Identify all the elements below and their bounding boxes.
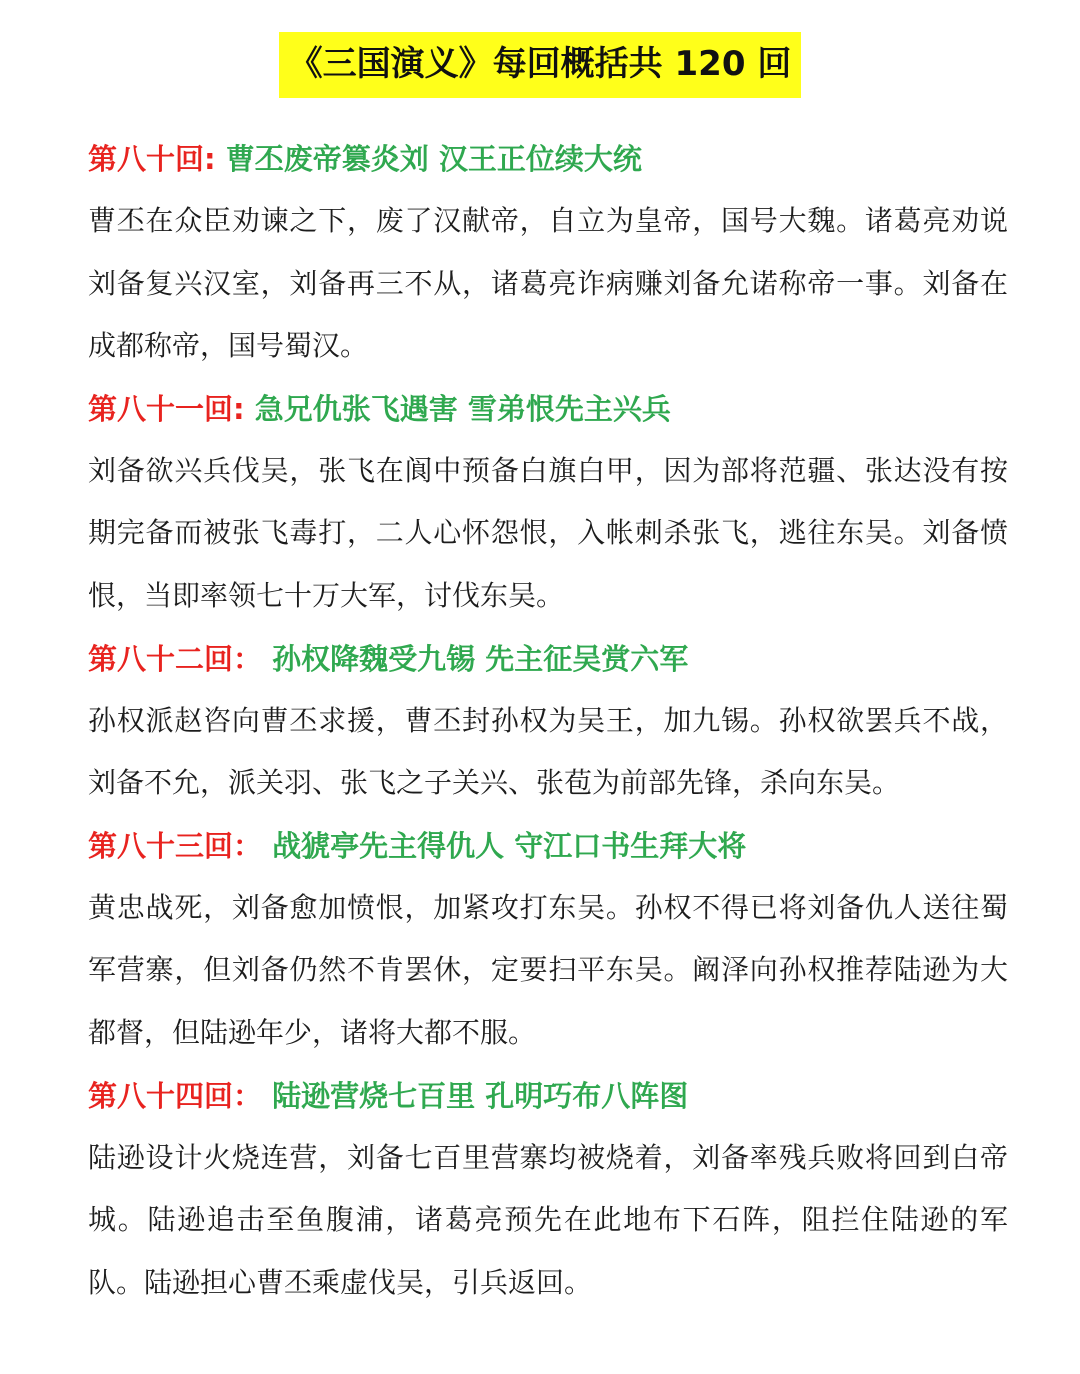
chapter-number: 第八十三回：	[88, 828, 263, 863]
chapter-heading	[88, 1065, 1008, 1127]
chapter-list	[88, 128, 1008, 1314]
chapter-heading	[88, 815, 1008, 877]
chapter-84	[88, 1065, 1008, 1315]
chapter-number: 第八十四回：	[88, 1078, 263, 1113]
chapter-summary: 刘备欲兴兵伐吴，张飞在阆中预备白旗白甲，因为部将范疆、张达没有按期完备而被张飞毒打，二人心怀怨恨，入帐刺杀张飞，逃往东吴。刘备愤恨，当即率领七十万大军，讨伐东吴。	[88, 453, 1008, 612]
page-title: 《三国演义》每回概括共 120 回	[279, 32, 802, 98]
chapter-number: 第八十二回：	[88, 641, 263, 676]
chapter-summary: 黄忠战死，刘备愈加愤恨，加紧攻打东吴。孙权不得已将刘备仇人送往蜀军营寨，但刘备仍然不肯罢休，定要扫平东吴。阚泽向孙权推荐陆逊为大都督，但陆逊年少，诸将大都不服。	[88, 890, 1008, 1049]
title-wrap	[0, 32, 1080, 98]
chapter-title: 陆逊营烧七百里 孔明巧布八阵图	[272, 1078, 689, 1113]
chapter-80	[88, 128, 1008, 378]
chapter-83	[88, 815, 1008, 1065]
chapter-number: 第八十回:	[88, 142, 216, 176]
chapter-heading	[88, 378, 1008, 440]
chapter-summary: 曹丕在众臣劝谏之下，废了汉献帝，自立为皇帝，国号大魏。诸葛亮劝说刘备复兴汉室，刘备再三不从，诸葛亮诈病赚刘备允诺称帝一事。刘备在成都称帝，国号蜀汉。	[88, 204, 1008, 363]
chapter-title: 急兄仇张飞遇害 雪弟恨先主兴兵	[254, 391, 671, 426]
chapter-heading	[88, 628, 1008, 690]
chapter-82	[88, 628, 1008, 815]
chapter-summary: 孙权派赵咨向曹丕求援，曹丕封孙权为吴王，加九锡。孙权欲罢兵不战，刘备不允，派关羽、张飞之子关兴、张苞为前部先锋，杀向东吴。	[88, 703, 1008, 800]
chapter-title: 曹丕废帝篡炎刘 汉王正位续大统	[225, 142, 642, 176]
chapter-title: 孙权降魏受九锡 先主征吴赏六军	[272, 641, 689, 676]
chapter-number: 第八十一回:	[88, 391, 245, 426]
chapter-81	[88, 378, 1008, 628]
chapter-title: 战猇亭先主得仇人 守江口书生拜大将	[272, 828, 747, 863]
chapter-heading	[88, 128, 1008, 190]
chapter-summary: 陆逊设计火烧连营，刘备七百里营寨均被烧着，刘备率残兵败将回到白帝城。陆逊追击至鱼腹浦，诸葛亮预先在此地布下石阵，阻拦住陆逊的军队。陆逊担心曹丕乘虚伐吴，引兵返回。	[88, 1140, 1008, 1299]
